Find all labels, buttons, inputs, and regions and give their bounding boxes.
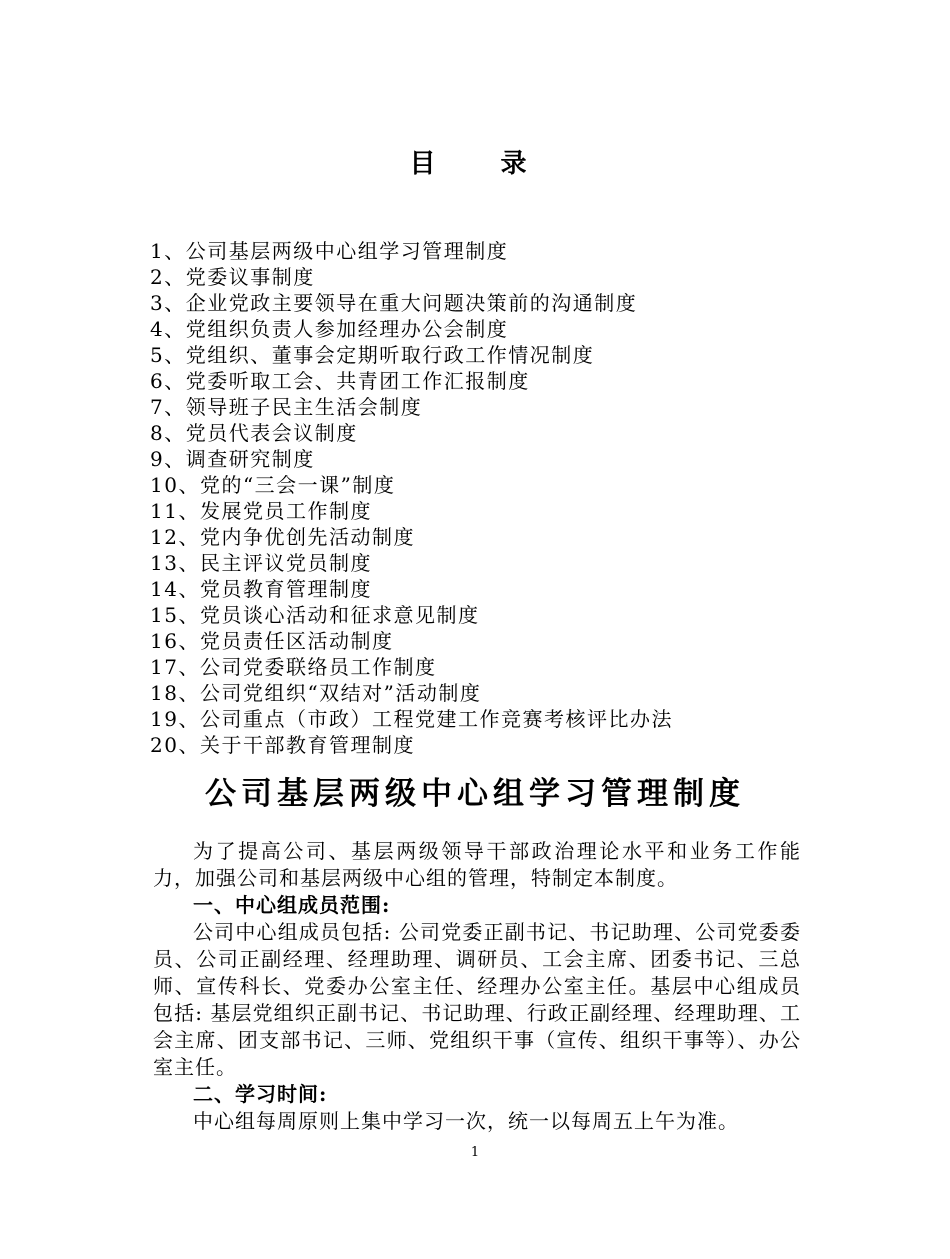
toc-item: 18、公司党组织“双结对”活动制度 xyxy=(150,681,482,705)
toc-item: 5、党组织、董事会定期听取行政工作情况制度 xyxy=(150,343,595,367)
toc-title: 目 录 xyxy=(409,149,555,179)
section-heading: 二、学习时间: xyxy=(193,1082,328,1106)
toc-item: 10、党的“三会一课”制度 xyxy=(150,473,396,497)
toc-item: 13、民主评议党员制度 xyxy=(150,551,372,575)
toc-item: 17、公司党委联络员工作制度 xyxy=(150,655,437,679)
toc-item: 9、调查研究制度 xyxy=(150,447,315,471)
toc-item: 11、发展党员工作制度 xyxy=(150,499,372,523)
page-number: 1 xyxy=(470,1145,480,1160)
section-paragraph: 中心组每周原则上集中学习一次，统一以每周五上午为准。 xyxy=(193,1109,739,1133)
document-body xyxy=(153,838,801,1135)
toc-item: 20、关于干部教育管理制度 xyxy=(150,733,415,757)
toc-item: 19、公司重点（市政）工程党建工作竞赛考核评比办法 xyxy=(150,707,673,731)
toc-item: 3、企业党政主要领导在重大问题决策前的沟通制度 xyxy=(150,291,638,315)
intro-paragraph: 为了提高公司、基层两级领导干部政治理论水平和业务工作能力，加强公司和基层两级中心组的管理，特制定本制度。 xyxy=(153,839,801,890)
section-paragraph: 公司中心组成员包括: 公司党委正副书记、书记助理、公司党委委员、公司正副经理、经理助理、调研员、工会主席、团委书记、三总师、宣传科长、党委办公室主任、经理办公室主任。基层中心组成员包括: 基层党组织正副书记、书记助理、行政正副经理、经理助理、工会主席、团支部书记、三师、党组织干事（宣传、组织干事等）、办公室主任。 xyxy=(153,920,801,1079)
toc-item: 14、党员教育管理制度 xyxy=(150,577,372,601)
toc-item: 4、党组织负责人参加经理办公会制度 xyxy=(150,317,509,341)
toc-item: 1、公司基层两级中心组学习管理制度 xyxy=(150,239,509,263)
toc-item: 8、党员代表会议制度 xyxy=(150,421,358,445)
section-heading: 一、中心组成员范围: xyxy=(193,893,391,917)
toc-item: 12、党内争优创先活动制度 xyxy=(150,525,415,549)
toc-item: 7、领导班子民主生活会制度 xyxy=(150,395,423,419)
toc-item: 2、党委议事制度 xyxy=(150,265,315,289)
toc-item: 16、党员责任区活动制度 xyxy=(150,629,394,653)
document-title: 公司基层两级中心组学习管理制度 xyxy=(205,776,745,812)
toc-item: 6、党委听取工会、共青团工作汇报制度 xyxy=(150,369,530,393)
toc-item: 15、党员谈心活动和征求意见制度 xyxy=(150,603,480,627)
toc-list xyxy=(150,238,673,758)
